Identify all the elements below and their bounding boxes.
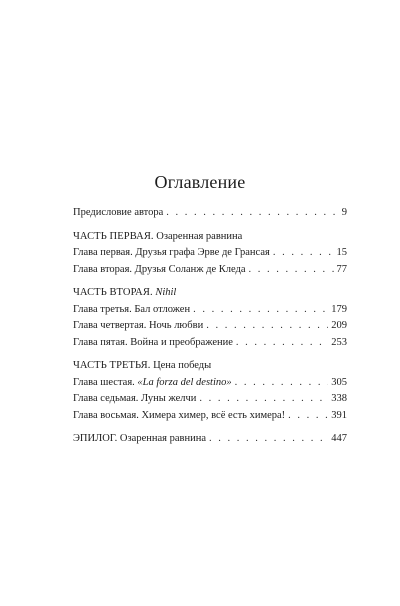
toc-entry-chapter-8[interactable] bbox=[73, 408, 347, 425]
page-number: 447 bbox=[331, 433, 347, 444]
entry-label: Глава восьмая. Химера химер, всё есть химера! bbox=[73, 409, 286, 421]
toc-entry-chapter-7[interactable] bbox=[73, 391, 347, 408]
page-number: 77 bbox=[336, 263, 347, 275]
part-subtitle: Озаренная равнина bbox=[156, 230, 243, 242]
dot-leader bbox=[206, 318, 328, 335]
dot-leader bbox=[199, 391, 328, 408]
dot-leader bbox=[273, 245, 334, 262]
part-label: ЧАСТЬ ВТОРАЯ. bbox=[73, 287, 153, 298]
toc-group-part1 bbox=[73, 229, 347, 279]
page-number: 179 bbox=[331, 303, 347, 315]
dot-leader bbox=[166, 205, 338, 222]
entry-label: ЭПИЛОГ. Озаренная равнина bbox=[73, 433, 206, 444]
entry-label: Предисловие автора bbox=[73, 207, 164, 218]
entry-label-prefix: Глава шестая. bbox=[73, 376, 138, 388]
part-subtitle: Цена победы bbox=[153, 360, 212, 371]
part-subtitle: Nihil bbox=[155, 287, 177, 298]
toc-entry-preface[interactable] bbox=[73, 205, 347, 222]
page-number: 9 bbox=[341, 207, 347, 218]
toc-entry-chapter-4[interactable] bbox=[73, 318, 347, 335]
entry-label: Глава пятая. Война и преображение bbox=[73, 336, 233, 348]
toc-entry-chapter-5[interactable] bbox=[73, 335, 347, 352]
toc-entry-chapter-1[interactable] bbox=[73, 245, 347, 262]
part-heading-2[interactable] bbox=[73, 285, 347, 302]
toc-entry-chapter-2[interactable] bbox=[73, 262, 347, 279]
dot-leader bbox=[249, 262, 334, 279]
page-number: 15 bbox=[336, 247, 347, 258]
toc-group-part3 bbox=[73, 358, 347, 424]
table-of-contents bbox=[73, 205, 347, 455]
entry-label: Глава вторая. Друзья Соланж де Кледа bbox=[73, 263, 246, 275]
dot-leader bbox=[209, 431, 328, 448]
dot-leader bbox=[288, 408, 328, 425]
toc-group-epilogue bbox=[73, 431, 347, 448]
part-label: ЧАСТЬ ПЕРВАЯ. bbox=[73, 230, 154, 242]
dot-leader bbox=[193, 302, 328, 319]
entry-label-italic: «La forza del destino» bbox=[137, 376, 232, 388]
toc-entry-chapter-3[interactable] bbox=[73, 302, 347, 319]
entry-label: Глава третья. Бал отложен bbox=[73, 303, 191, 315]
dot-leader bbox=[235, 375, 329, 392]
part-label: ЧАСТЬ ТРЕТЬЯ. bbox=[73, 360, 151, 371]
entry-label bbox=[73, 375, 232, 392]
toc-entry-chapter-6[interactable] bbox=[73, 375, 347, 392]
part-heading-1[interactable] bbox=[73, 229, 347, 246]
entry-label: Глава четвертая. Ночь любви bbox=[73, 320, 204, 331]
page-number: 253 bbox=[331, 336, 347, 348]
toc-entry-epilogue[interactable] bbox=[73, 431, 347, 448]
toc-title: Оглавление bbox=[154, 172, 246, 192]
toc-group-part2 bbox=[73, 285, 347, 351]
dot-leader bbox=[236, 335, 328, 352]
page-number: 338 bbox=[331, 393, 347, 404]
page-number: 391 bbox=[331, 409, 347, 421]
toc-group-preface bbox=[73, 205, 347, 222]
page-number: 305 bbox=[331, 376, 347, 388]
entry-label: Глава первая. Друзья графа Эрве де Грансая bbox=[73, 247, 270, 258]
entry-label: Глава седьмая. Луны желчи bbox=[73, 393, 197, 404]
part-heading-3[interactable] bbox=[73, 358, 347, 375]
page-number: 209 bbox=[331, 320, 347, 331]
